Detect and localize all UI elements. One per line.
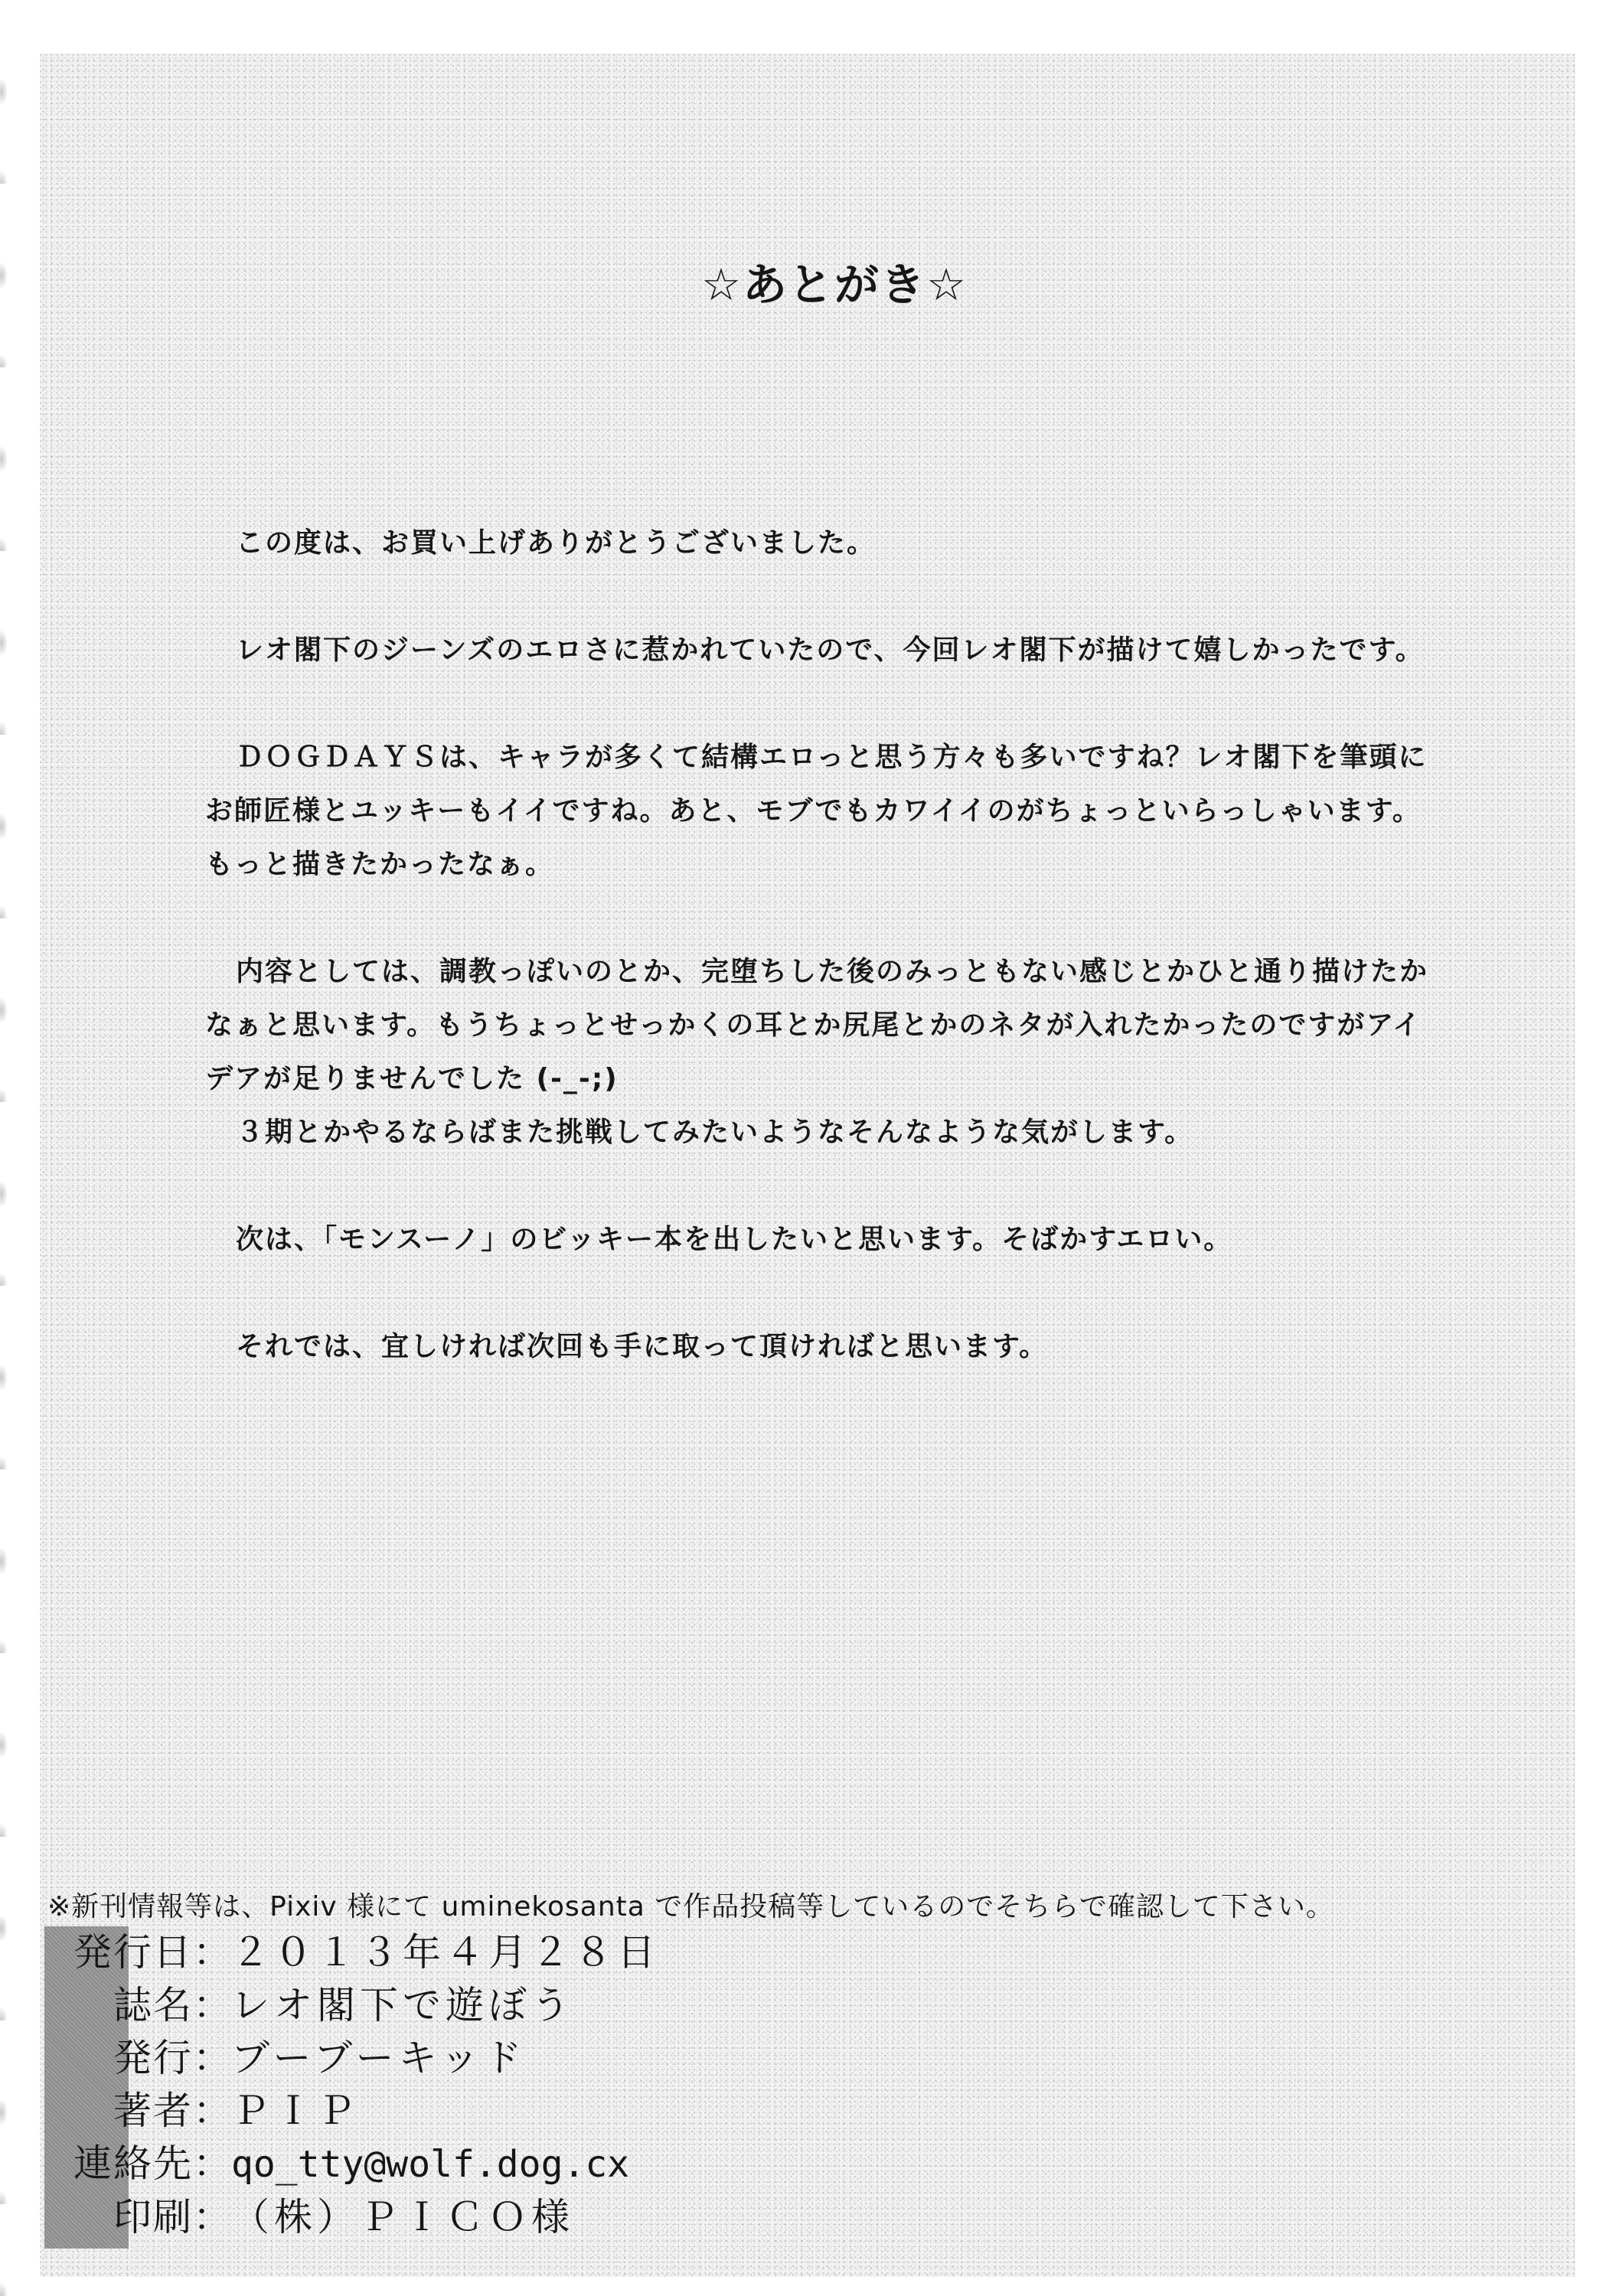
book-title: レオ閣下で遊ぼう — [231, 1983, 574, 2027]
paragraph-next-book: 次は、「モンスーノ」のビッキー本を出したいと思います。そばかすエロい。 — [236, 1224, 1233, 1255]
colophon-row-date — [47, 1926, 660, 1979]
colophon-label: 発行日 — [73, 1930, 193, 1975]
colophon-row-printer — [47, 2191, 660, 2244]
paragraph-season3: ３期とかやるならばまた挑戦してみたいようなそんなような気がします。 — [236, 1117, 1194, 1148]
colophon-separator: ： — [193, 2036, 231, 2080]
colophon-separator: ： — [193, 1930, 231, 1975]
colophon-separator: ： — [193, 2195, 231, 2239]
colophon-separator: ： — [193, 1983, 231, 2027]
paragraph-content: 内容としては、調教っぽいのとか、完堕ちした後のみっともない感じとかひと通り描けたかなぁと思います。もうちょっとせっかくの耳とか尻尾とかのネタが入れたかったのですがアイデアが足りませんでした (-_-;) — [205, 956, 1429, 1094]
pixiv-notice: ※新刊情報等は、Pixiv 様にて uminekosanta で作品投稿等しているのでそちらで確認して下さい。 — [47, 1891, 1334, 1923]
colophon-row-title — [47, 1979, 660, 2032]
colophon-row-author — [47, 2085, 660, 2138]
publisher: ブーブーキッド — [231, 2036, 527, 2080]
paragraph-jeans: レオ閣下のジーンズのエロさに惹かれていたので、今回レオ閣下が描けて嬉しかったです。 — [236, 634, 1425, 666]
colophon-label: 著者 — [113, 2089, 193, 2133]
paragraph-closing: それでは、宜しければ次回も手に取って頂ければと思います。 — [236, 1331, 1049, 1362]
colophon-label: 誌名 — [113, 1983, 193, 2027]
colophon-label: 連絡先 — [73, 2141, 193, 2186]
contact-email: qo_tty@wolf.dog.cx — [231, 2143, 630, 2186]
colophon — [47, 1926, 660, 2244]
colophon-label: 印刷 — [113, 2195, 193, 2239]
colophon-separator: ： — [193, 2141, 231, 2186]
afterword-page — [40, 54, 1575, 2277]
publish-date: ２０１３年４月２８日 — [231, 1930, 660, 1975]
page-title: ☆あとがき☆ — [701, 259, 968, 311]
afterword-body — [205, 517, 1445, 1427]
binding-edge — [0, 0, 14, 2296]
colophon-row-contact — [47, 2138, 660, 2191]
author: ＰＩＰ — [231, 2089, 360, 2133]
printer: （株）ＰＩＣＯ様 — [231, 2195, 574, 2239]
colophon-separator: ： — [193, 2089, 231, 2133]
paragraph-dogdays: ＤＯＧＤＡＹＳは、キャラが多くて結構エロっと思う方々も多いですね？レオ閣下を筆頭にお師匠様とユッキーもイイですね。あと、モブでもカワイイのがちょっといらっしゃいます。もっと描きたかったなぁ。 — [205, 742, 1428, 880]
paragraph-thanks: この度は、お買い上げありがとうございました。 — [236, 527, 877, 559]
colophon-label: 発行 — [113, 2036, 193, 2080]
colophon-row-publisher — [47, 2032, 660, 2085]
